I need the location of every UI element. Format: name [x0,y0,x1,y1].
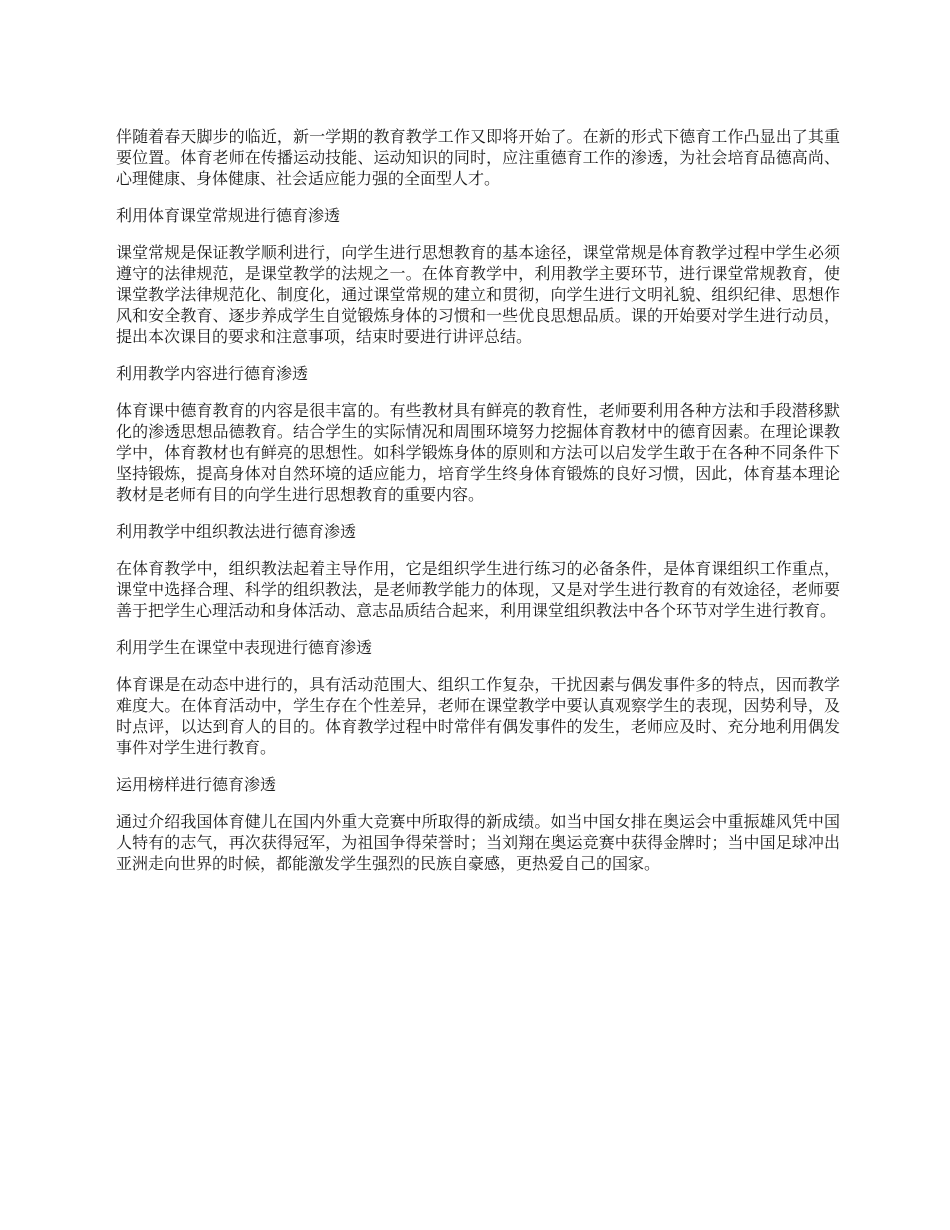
section-body-role-models: 通过介绍我国体育健儿在国内外重大竞赛中所取得的新成绩。如当中国女排在奥运会中重振雄风凭中国人特有的志气，再次获得冠军，为祖国争得荣誉时；当刘翔在奥运竞赛中获得金牌时；当中国足球冲出亚洲走向世界的时候，都能激发学生强烈的民族自豪感，更热爱自己的国家。 [116,812,840,873]
section-heading-organization-methods: 利用教学中组织教法进行德育渗透 [116,522,357,541]
section-body-organization-methods: 在体育教学中，组织教法起着主导作用，它是组织学生进行练习的必备条件，是体育课组织工作重点，课堂中选择合理、科学的组织教法，是老师教学能力的体现，又是对学生进行教育的有效途径，老师要善于把学生心理活动和身体活动、意志品质结合起来，利用课堂组织教法中各个环节对学生进行教育。 [116,559,840,620]
intro-paragraph: 伴随着春天脚步的临近，新一学期的教育教学工作又即将开始了。在新的形式下德育工作凸显出了其重要位置。体育老师在传播运动技能、运动知识的同时，应注重德育工作的渗透，为社会培育品德高尚、心理健康、身体健康、社会适应能力强的全面型人才。 [116,127,840,188]
section-body-teaching-content: 体育课中德育教育的内容是很丰富的。有些教材具有鲜亮的教育性，老师要利用各种方法和手段潜移默化的渗透思想品德教育。结合学生的实际情况和周围环境努力挖掘体育教材中的德育因素。在理论课教学中，体育教材也有鲜亮的思想性。如科学锻炼身体的原则和方法可以启发学生敢于在各种不同条件下坚持锻炼，提高身体对自然环境的适应能力，培育学生终身体育锻炼的良好习惯，因此，体育基本理论教材是老师有目的向学生进行思想教育的重要内容。 [116,401,840,504]
document-page [116,126,840,890]
section-body-classroom-routine: 课堂常规是保证教学顺利进行，向学生进行思想教育的基本途径，课堂常规是体育教学过程中学生必须遵守的法律规范，是课堂教学的法规之一。在体育教学中，利用教学主要环节，进行课堂常规教育，使课堂教学法律规范化、制度化，通过课堂常规的建立和贯彻，向学生进行文明礼貌、组织纪律、思想作风和安全教育、逐步养成学生自觉锻炼身体的习惯和一些优良思想品质。课的开始要对学生进行动员，提出本次课目的要求和注意事项，结束时要进行讲评总结。 [116,243,840,346]
section-heading-student-performance: 利用学生在课堂中表现进行德育渗透 [116,638,373,657]
section-heading-role-models: 运用榜样进行德育渗透 [116,775,277,794]
section-heading-teaching-content: 利用教学内容进行德育渗透 [116,364,309,383]
section-body-student-performance: 体育课是在动态中进行的，具有活动范围大、组织工作复杂，干扰因素与偶发事件多的特点，因而教学难度大。在体育活动中，学生存在个性差异，老师在课堂教学中要认真观察学生的表现，因势利导，及时点评，以达到育人的目的。体育教学过程中时常伴有偶发事件的发生，老师应及时、充分地利用偶发事件对学生进行教育。 [116,675,840,757]
section-heading-classroom-routine: 利用体育课堂常规进行德育渗透 [116,206,341,225]
